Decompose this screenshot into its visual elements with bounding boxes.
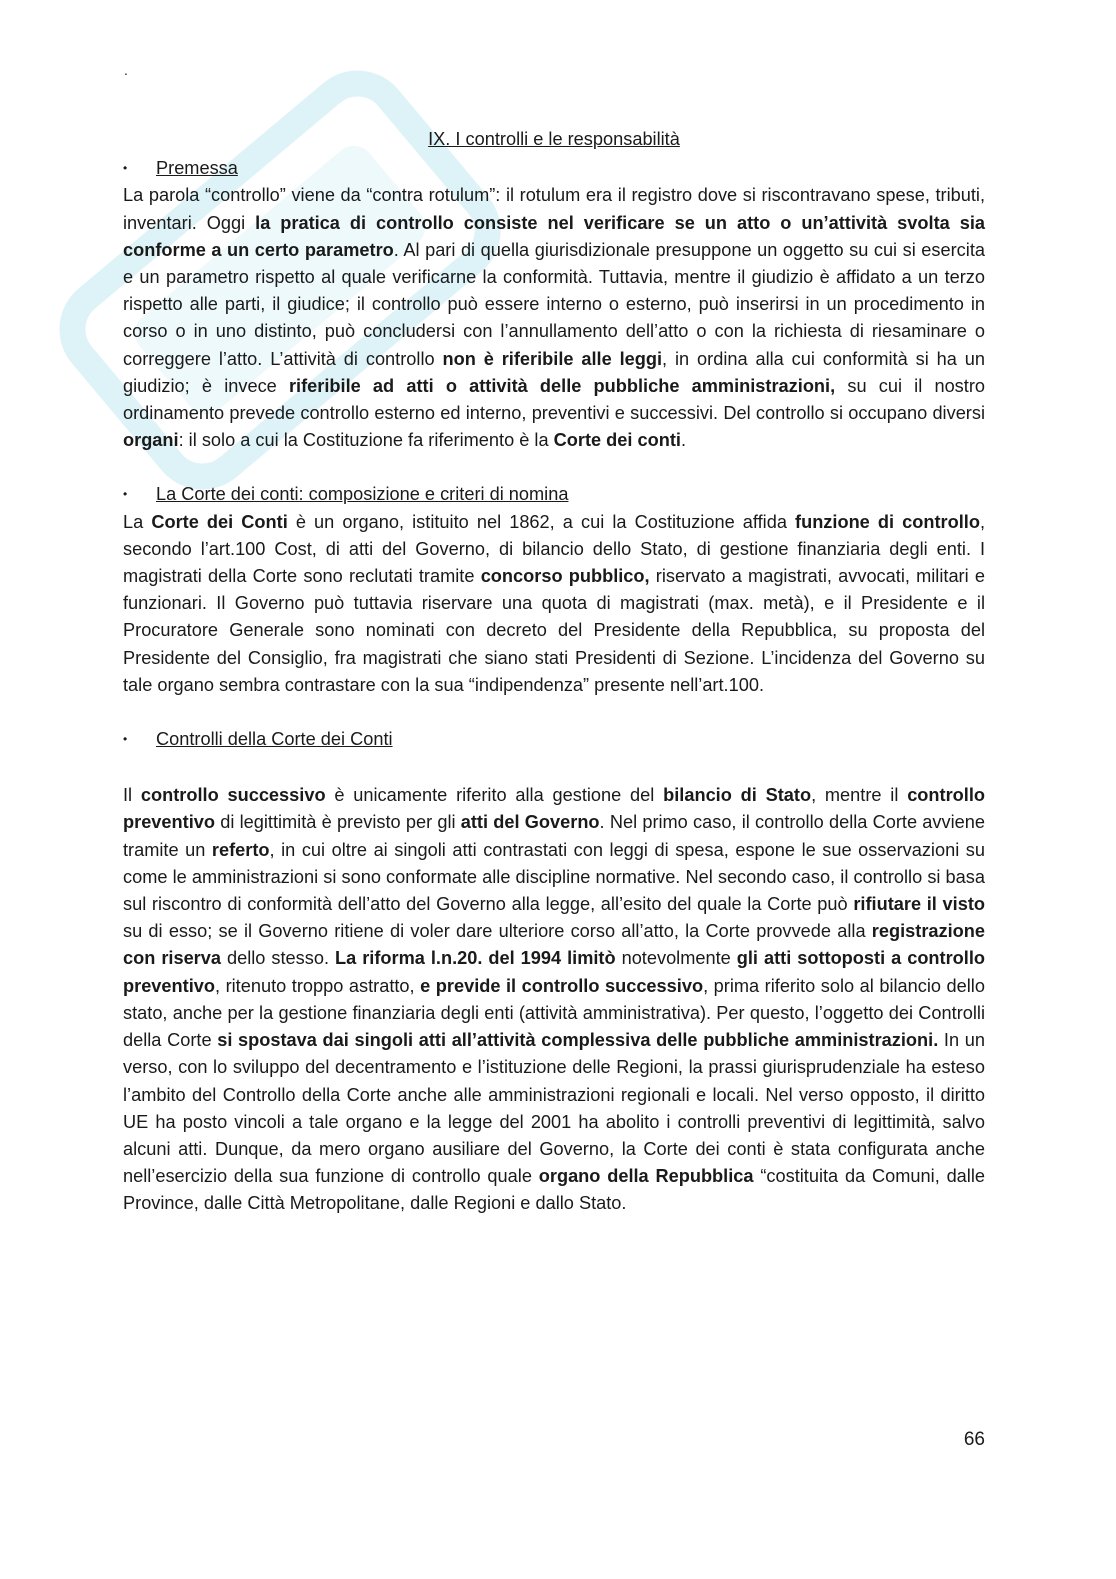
text-run: “costituita da Comuni, dalle Province, dalle Città Metropolitane, dalle Regioni e dallo Stato. [123,1166,985,1214]
text-run: La [123,511,152,532]
heading-text: La Corte dei conti: composizione e criteri di nomina [156,484,569,505]
text-run: . [680,430,687,451]
paragraph-controlli [123,782,985,1217]
bold-text: organo della Repubblica [538,1166,754,1187]
bold-text: registrazione con riserva [123,921,985,969]
text-run: riservato a magistrati, avvocati, militari e funzionari. Il Governo può tuttavia riservare una quota di magistrati (max. metà), e il Presidente e il Procuratore Generale sono nominati con decreto del Presidente della Repubblica, su proposta del Presidente del Consiglio, fra magistrati che siano stati Presidenti di Sezione. L’incidenza del Governo su tale organo sembra contrastare con la sua “indipendenza” presente nell’art.100. [123,566,985,695]
bold-text: Corte dei Conti [151,511,288,532]
bullet: • [123,161,128,176]
heading-text: Controlli della Corte dei Conti [156,729,393,750]
paragraph-premessa [123,182,985,454]
page-number: 66 [963,1429,985,1450]
text-run: di legittimità è previsto per gli [214,812,461,833]
bold-text: gli atti sottoposti a controllo preventivo [123,948,985,996]
text-run: è un organo, istituito nel 1862, a cui la Costituzione affida [287,511,796,532]
section-heading-premessa [123,155,985,182]
bold-text: si spostava dai singoli atti all’attività complessiva delle pubbliche amministrazioni. [217,1030,939,1051]
bold-text: e previde il controllo successivo [420,975,704,996]
text-run: dello stesso. [221,948,335,969]
bold-text: controllo preventivo [123,785,985,833]
bold-text: la pratica di controllo consiste nel verificare se un atto o un’attività svolta sia conforme a un certo parametro [123,212,985,260]
text-run: , in cui oltre ai singoli atti contrastati con leggi di spesa, espone le sue osservazioni su come le amministrazioni si sono conformate alle discipline normative. Nel secondo caso, il controllo si basa sul riscontro di conformità dell’atto del Governo alla legge, all’esito del quale la Corte può [123,839,985,915]
bold-text: rifiutare il visto [853,894,985,915]
text-run: . Nel primo caso, il controllo della Corte avviene tramite un [123,812,985,860]
bold-text: funzione di controllo [795,511,980,532]
bold-text: bilancio di Stato [663,785,812,806]
bullet: • [123,732,128,747]
text-run: . Al pari di quella giurisdizionale presuppone un oggetto su cui si esercita e un parametro rispetto al quale verificarne la conformità. Tuttavia, mentre il giudizio è affidato a un terzo rispetto alle parti, il giudice; il controllo può essere interno o esterno, può inserirsi in un procedimento in corso o in uno distinto, può concludersi con l’annullamento dell’atto o con la richiesta di riesaminare o correggere l’atto. L’attività di controllo [123,239,985,369]
text-run: , mentre il [811,785,908,806]
text-run: su di esso; se il Governo ritiene di voler dare ulteriore corso all’atto, la Corte provvede alla [123,921,872,942]
page-content [123,126,985,1218]
bold-text: non è riferibile alle leggi [442,348,663,369]
bullet: • [123,487,128,502]
section-heading-controlli [123,726,985,753]
text-run: La parola “controllo” viene da “contra rotulum”: il rotulum era il registro dove si riscontravano spese, tributi, inventari. Oggi [123,185,985,233]
text-run: Il [123,785,141,806]
text-run: notevolmente [615,948,737,969]
section-heading-corte-composizione [123,481,985,508]
bold-text: organi [123,430,179,451]
text-run: su cui il nostro ordinamento prevede controllo esterno ed interno, preventivi e successivi. Del controllo si occupano diversi [123,375,985,424]
text-run: , ritenuto troppo astratto, [214,975,421,996]
bold-text: controllo successivo [140,785,326,806]
text-run: , prima riferito solo al bilancio dello stato, anche per la gestione finanziaria degli enti (attività amministrativa). Per questo, l’oggetto dei Controlli della Corte [123,975,985,1051]
top-mark: . [124,62,128,78]
bold-text: riferibile ad atti o attività delle pubbliche amministrazioni, [288,375,836,396]
bold-text: concorso pubblico, [480,566,650,587]
text-run: , secondo l’art.100 Cost, di atti del Governo, di bilancio dello Stato, di gestione finanziaria degli enti. I magistrati della Corte sono reclutati tramite [123,511,985,587]
heading-text: Premessa [156,158,238,179]
text-run: è unicamente riferito alla gestione del [325,785,664,806]
bold-text: atti del Governo [460,812,600,833]
bold-text: Corte dei conti [553,430,681,451]
text-run: In un verso, con lo sviluppo del decentramento e l’istituzione delle Regioni, la prassi giurisprudenziale ha esteso l’ambito del Controllo della Corte anche alle amministrazioni regionali e locali. Nel verso opposto, il diritto UE ha posto vincoli a tale organo e la legge del 2001 ha abolito i controlli preventivi di legittimità, salvo alcuni atti. Dunque, da mero organo ausiliare del Governo, la Corte dei conti è stata configurata anche nell’esercizio della sua funzione di controllo quale [123,1030,985,1187]
bold-text: La riforma l.n.20. del 1994 limitò [335,948,616,969]
bold-text: referto [211,839,270,860]
paragraph-corte-composizione [123,509,985,699]
text-run: : il solo a cui la Costituzione fa riferimento è la [178,430,554,451]
text-run: , in ordina alla cui conformità si ha un giudizio; è invece [123,348,985,396]
chapter-title: IX. I controlli e le responsabilità [428,129,680,149]
